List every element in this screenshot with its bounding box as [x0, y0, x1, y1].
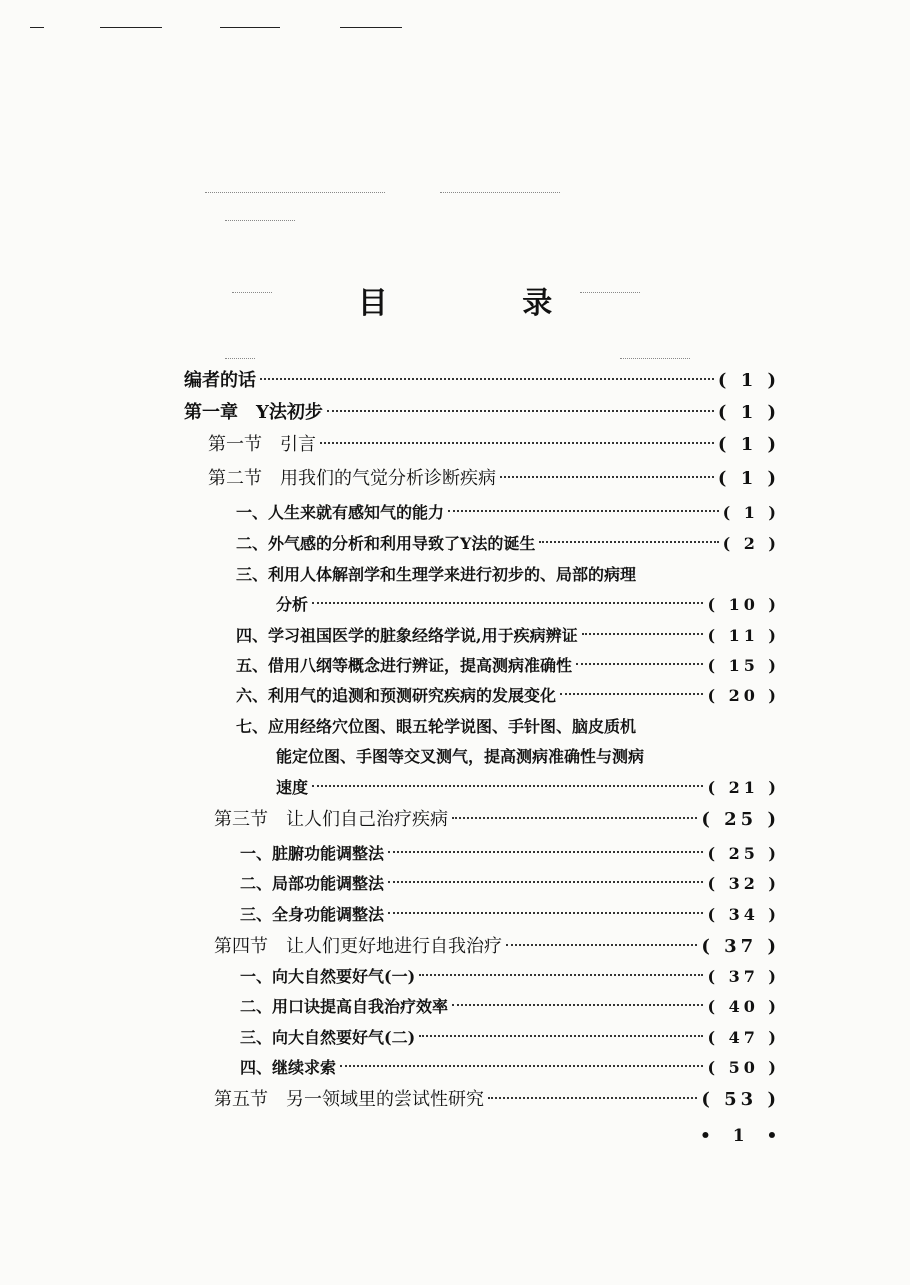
toc-entry-title: 二、外气感的分析和利用导致了Y法的诞生 [236, 534, 536, 553]
toc-entry-title: 三、向大自然要好气(二) [240, 1028, 416, 1047]
scan-speck [440, 192, 560, 193]
toc-entry-page: ( 1 ) [717, 468, 780, 489]
leader-dots [320, 442, 714, 444]
toc-entry [276, 775, 780, 798]
toc-entry [240, 1055, 780, 1078]
toc-entry-page: ( 50 ) [707, 1058, 780, 1077]
leader-dots [388, 851, 703, 853]
toc-entry [240, 902, 780, 925]
toc-entry-page: ( 53 ) [701, 1089, 780, 1110]
leader-dots [312, 785, 703, 787]
scan-rule [100, 27, 162, 28]
toc-entry-page: ( 2 ) [722, 534, 780, 553]
toc-entry [214, 805, 780, 831]
toc-entry-page: ( 32 ) [707, 874, 780, 893]
leader-dots [340, 1065, 703, 1067]
toc-entry-page: ( 25 ) [701, 809, 780, 830]
toc-entry [208, 430, 780, 456]
leader-dots [260, 378, 714, 380]
scan-speck [205, 192, 385, 193]
leader-dots [539, 541, 718, 543]
leader-dots [506, 944, 697, 946]
toc-entry-page: ( 1 ) [717, 402, 780, 423]
toc-entry [236, 531, 780, 554]
scan-speck [225, 220, 295, 221]
scan-speck [225, 358, 255, 359]
toc-entry-title: 第四节 让人们更好地进行自我治疗 [214, 936, 502, 957]
toc-entry-title: 第三节 让人们自己治疗疾病 [214, 809, 448, 830]
toc-entry-title: 一、人生来就有感知气的能力 [236, 503, 445, 522]
toc-entry-title: 三、全身功能调整法 [240, 905, 385, 924]
toc-entry-title: 四、继续求索 [240, 1058, 337, 1077]
toc-entry-title: 三、利用人体解剖学和生理学来进行初步的、局部的病理 [236, 565, 637, 584]
toc-entry-page: ( 10 ) [707, 595, 780, 614]
toc-entry [236, 500, 780, 523]
toc-entry-title: 一、脏腑功能调整法 [240, 844, 385, 863]
toc-entry [214, 932, 780, 958]
toc-entry-title: 六、利用气的追测和预测研究疾病的发展变化 [236, 686, 557, 705]
leader-dots [500, 476, 714, 478]
toc-entry [236, 653, 780, 676]
toc-entry [276, 592, 780, 615]
toc-entry-page: ( 34 ) [707, 905, 780, 924]
toc-entry [214, 1085, 780, 1111]
leader-dots [488, 1097, 697, 1099]
toc-entry-title: 分析 [276, 595, 309, 614]
leader-dots [582, 633, 704, 635]
toc-entry [240, 1025, 780, 1048]
leader-dots [388, 881, 703, 883]
toc-entry-page: ( 1 ) [717, 434, 780, 455]
toc-entry [236, 683, 780, 706]
toc-entry [240, 871, 780, 894]
toc-entry-page: ( 20 ) [707, 686, 780, 705]
toc-entry [184, 366, 780, 392]
toc-entry-page: ( 21 ) [707, 778, 780, 797]
leader-dots [560, 693, 703, 695]
leader-dots [388, 912, 703, 914]
toc-entry-title: 第一节 引言 [208, 434, 316, 455]
scan-rule [30, 27, 44, 28]
leader-dots [452, 1004, 703, 1006]
toc-entry-title: 二、用口诀提高自我治疗效率 [240, 997, 449, 1016]
toc-entry-title: 五、借用八纲等概念进行辨证，提高测病准确性 [236, 656, 573, 675]
toc-entry [184, 398, 780, 424]
toc-entry-page: ( 1 ) [717, 370, 780, 391]
toc-entry-title: 编者的话 [184, 370, 256, 391]
leader-dots [312, 602, 703, 604]
toc-entry [236, 623, 780, 646]
toc-entry-title: 速度 [276, 778, 309, 797]
leader-dots [419, 974, 703, 976]
toc-entry-title: 第五节 另一领域里的尝试性研究 [214, 1089, 484, 1110]
leader-dots [327, 410, 714, 412]
toc-entry-page: ( 37 ) [701, 936, 780, 957]
toc-entry-page: ( 15 ) [707, 656, 780, 675]
toc-entry-title: 二、局部功能调整法 [240, 874, 385, 893]
toc-entry-title: 能定位图、手图等交叉测气，提高测病准确性与测病 [276, 747, 645, 766]
scan-rule [220, 27, 280, 28]
toc-entry [240, 964, 780, 987]
toc-entry [240, 841, 780, 864]
toc-entry [240, 994, 780, 1017]
toc-entry-title: 一、向大自然要好气(一) [240, 967, 416, 986]
toc-entry-page: ( 11 ) [707, 626, 780, 645]
leader-dots [576, 663, 703, 665]
scan-rule [340, 27, 402, 28]
toc-entry-page: ( 40 ) [707, 997, 780, 1016]
toc-entry-page: ( 37 ) [707, 967, 780, 986]
page-title: 目 录 [357, 286, 615, 321]
toc-entry [208, 464, 780, 490]
toc-entry-title: 七、应用经络穴位图、眼五轮学说图、手针图、脑皮质机 [236, 717, 637, 736]
scan-speck [620, 358, 690, 359]
toc-entry-title: 第二节 用我们的气觉分析诊断疾病 [208, 468, 496, 489]
toc-entry-title: 四、学习祖国医学的脏象经络学说,用于疾病辨证 [236, 626, 578, 645]
leader-dots [448, 510, 719, 512]
page-number: • 1 • [700, 1126, 786, 1146]
leader-dots [452, 817, 697, 819]
toc-entry-page: ( 1 ) [722, 503, 780, 522]
toc-entry-page: ( 47 ) [707, 1028, 780, 1047]
leader-dots [419, 1035, 703, 1037]
toc-entry-page: ( 25 ) [707, 844, 780, 863]
toc-entry-title: 第一章 Y法初步 [184, 402, 323, 423]
